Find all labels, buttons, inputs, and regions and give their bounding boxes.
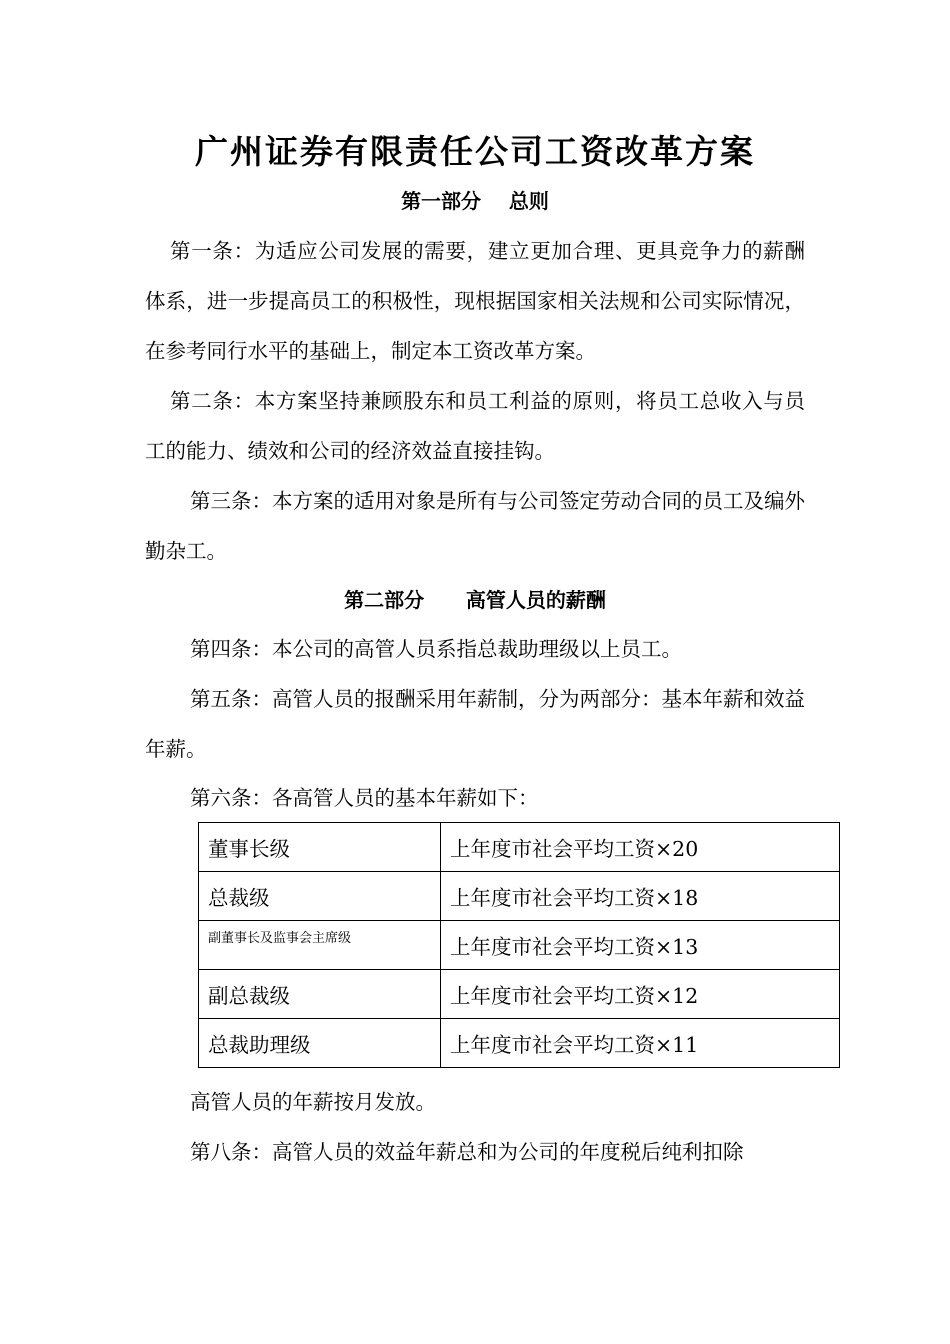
part2-heading: 第二部分 高管人员的薪酬 <box>344 588 606 612</box>
article-1: 第一条：为适应公司发展的需要，建立更加合理、更具竞争力的薪酬体系，进一步提高员工的积极性，现根据国家相关法规和公司实际情况，在参考同行水平的基础上，制定本工资改革方案。 <box>145 239 805 363</box>
level-cell: 总裁级 <box>199 872 441 921</box>
salary-cell: 上年度市社会平均工资×20 <box>441 823 840 872</box>
table-row <box>199 823 840 872</box>
document-title: 广州证券有限责任公司工资改革方案 <box>195 132 755 171</box>
level-cell: 董事长级 <box>199 823 441 872</box>
payment-note: 高管人员的年薪按月发放。 <box>190 1090 436 1114</box>
table-row <box>199 1019 840 1068</box>
table-row <box>199 921 840 970</box>
article-4: 第四条：本公司的高管人员系指总裁助理级以上员工。 <box>190 637 682 661</box>
article-5: 第五条：高管人员的报酬采用年薪制，分为两部分：基本年薪和效益年薪。 <box>145 687 805 761</box>
level-cell: 副总裁级 <box>199 970 441 1019</box>
level-cell: 总裁助理级 <box>199 1019 441 1068</box>
salary-cell: 上年度市社会平均工资×13 <box>441 921 840 970</box>
table-row <box>199 872 840 921</box>
salary-cell: 上年度市社会平均工资×11 <box>441 1019 840 1068</box>
article-3: 第三条：本方案的适用对象是所有与公司签定劳动合同的员工及编外勤杂工。 <box>145 489 805 563</box>
article-8: 第八条：高管人员的效益年薪总和为公司的年度税后纯利扣除 <box>190 1140 744 1164</box>
article-2: 第二条：本方案坚持兼顾股东和员工利益的原则，将员工总收入与员工的能力、绩效和公司的经济效益直接挂钩。 <box>145 389 805 463</box>
part1-heading: 第一部分 总则 <box>401 189 549 213</box>
salary-table <box>198 822 840 1068</box>
table-row <box>199 970 840 1019</box>
article-6: 第六条：各高管人员的基本年薪如下： <box>190 786 539 810</box>
salary-cell: 上年度市社会平均工资×18 <box>441 872 840 921</box>
salary-cell: 上年度市社会平均工资×12 <box>441 970 840 1019</box>
level-cell: 副董事长及监事会主席级 <box>199 921 441 970</box>
